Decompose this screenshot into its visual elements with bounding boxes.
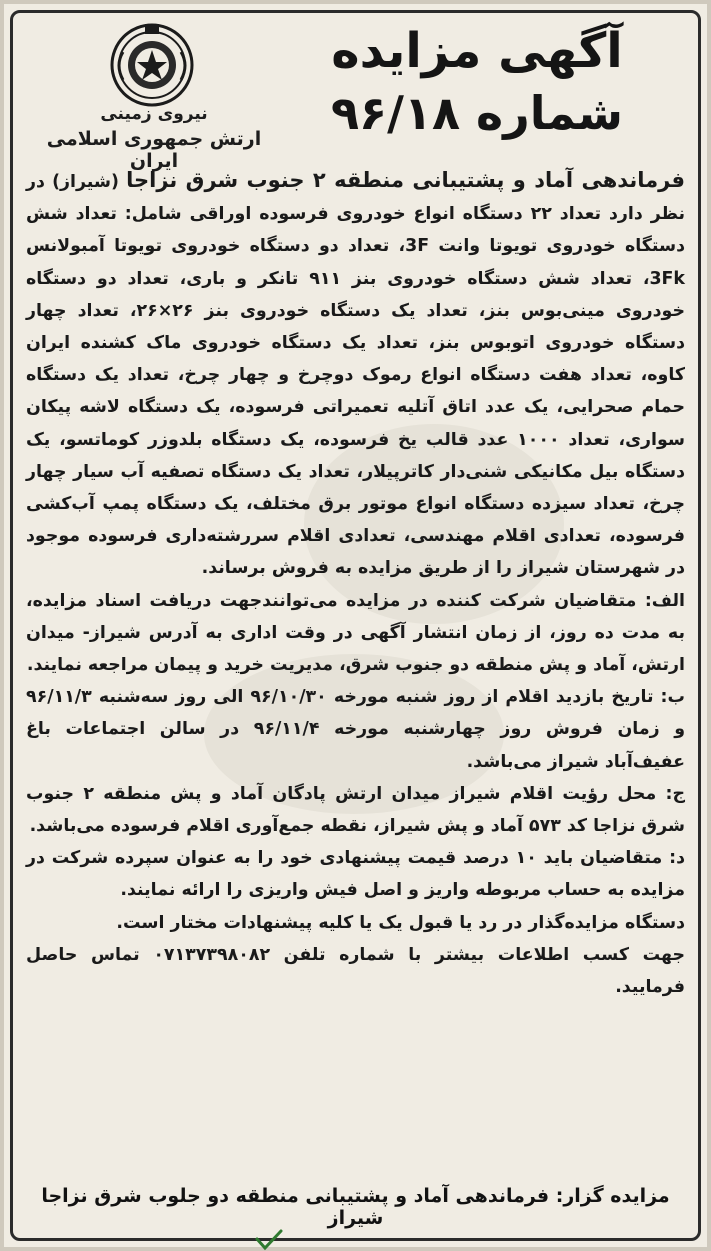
clause-a: الف: متقاضیان شرکت کننده در مزایده می‌توانندجهت دریافت اسناد مزایده، به مدت ده روز، از زمان انتشار آگهی در وقت اداری به آدرس شیراز- میدان ارتش، آماد و پش منطقه دو جنوب شرق، مدیریت خرید و پیمان مراجعه نمایند. [26,590,685,676]
clause-d: د: متقاضیان باید ۱۰ درصد قیمت پیشنهادی خود را به عنوان سپرده شرکت در مزایده به حساب مربوطه واریز و اصل فیش واریزی را ارائه نمایند. [26,848,685,901]
closing-line-2: جهت کسب اطلاعات بیشتر با شماره تلفن ۰۷۱۳۷۳۹۸۰۸۲ تماس حاصل فرمایید. [26,944,686,998]
ad-title: آگهی مزایده [331,23,623,79]
org-subtitle: نیروی زمینی [100,104,208,124]
signature-line: مزایده گزار: فرماندهی آماد و پشتیبانی منطقه دو جلوب شرق نزاجا شیراز [41,1185,670,1229]
clause-c: ج: محل رؤیت اقلام شیراز میدان ارتش پادگان آماد و پش منطقه ۲ جنوب شرق نزاجا کد ۵۷۳ آماد و پش شیراز، نقطه جمع‌آوری اقلام فرسوده می‌باشد. [26,783,685,837]
ad-number: شماره ۹۶/۱۸ [330,86,624,140]
intro-paragraph [26,164,685,585]
ad-body [26,164,685,1003]
lead-text: فرماندهی آماد و پشتیبانی منطقه ۲ جنوب شرق نزاجا [126,168,685,192]
check-mark-icon [254,1229,284,1251]
army-emblem-icon [109,22,195,108]
intro-text: (شیراز) در نظر دارد تعداد ۲۲ دستگاه انواع خودروی فرسوده اوراقی شامل: تعداد شش دستگاه خودروی تویوتا وانت 3F، تعداد دو دستگاه خودروی تویوتا آمبولانس 3Fk، تعداد شش دستگاه خودروی بنز ۹۱۱ تانکر و باری، تعداد دو دستگاه خودروی مینی‌بوس بنز، تعداد یک دستگاه خودروی بنز ۲۶×۲۶، تعداد چهار دستگاه خودروی اتوبوس بنز، تعداد یک دستگاه خودروی ماک کشنده ایران کاوه، تعداد هفت دستگاه انواع رموک دوچرخ و چهار چرخ، تعداد یک دستگاه حمام صحرایی، یک عدد اتاق آتلیه تعمیراتی فرسوده، یک دستگاه لاشه پیکان سواری، تعداد ۱۰۰۰ عدد قالب یخ فرسوده، یک دستگاه بلدوزر کوماتسو، یک دستگاه بیل مکانیکی شنی‌دار کاترپیلار، تعداد یک دستگاه تصفیه آب سیار چهار چرخ، تعداد سیزده دستگاه انواع موتور برق مختلف، یک دستگاه پمپ آب‌کشی فرسوده، تعدادی اقلام مهندسی، تعدادی اقلام سررشته‌داری فرسوده موجود در شهرستان شیراز را از طریق مزایده به فروش برساند. [26,172,685,579]
newspaper-clipping [4,4,707,1247]
org-name: ارتش جمهوری اسلامی ایران [46,128,262,172]
ad-header [4,4,707,172]
clause-b: ب: تاریخ بازدید اقلام از روز شنبه مورخه ۹۶/۱۰/۳۰ الی روز سه‌شنبه ۹۶/۱۱/۳ و زمان فروش روز چهارشنبه مورخه ۹۶/۱۱/۴ در سالن اجتماعات باغ عفیف‌آباد شیراز می‌باشد. [26,687,686,772]
closing-line-1: دستگاه مزایده‌گذار در رد یا قبول یک یا کلیه پیشنهادات مختار است. [116,912,685,933]
